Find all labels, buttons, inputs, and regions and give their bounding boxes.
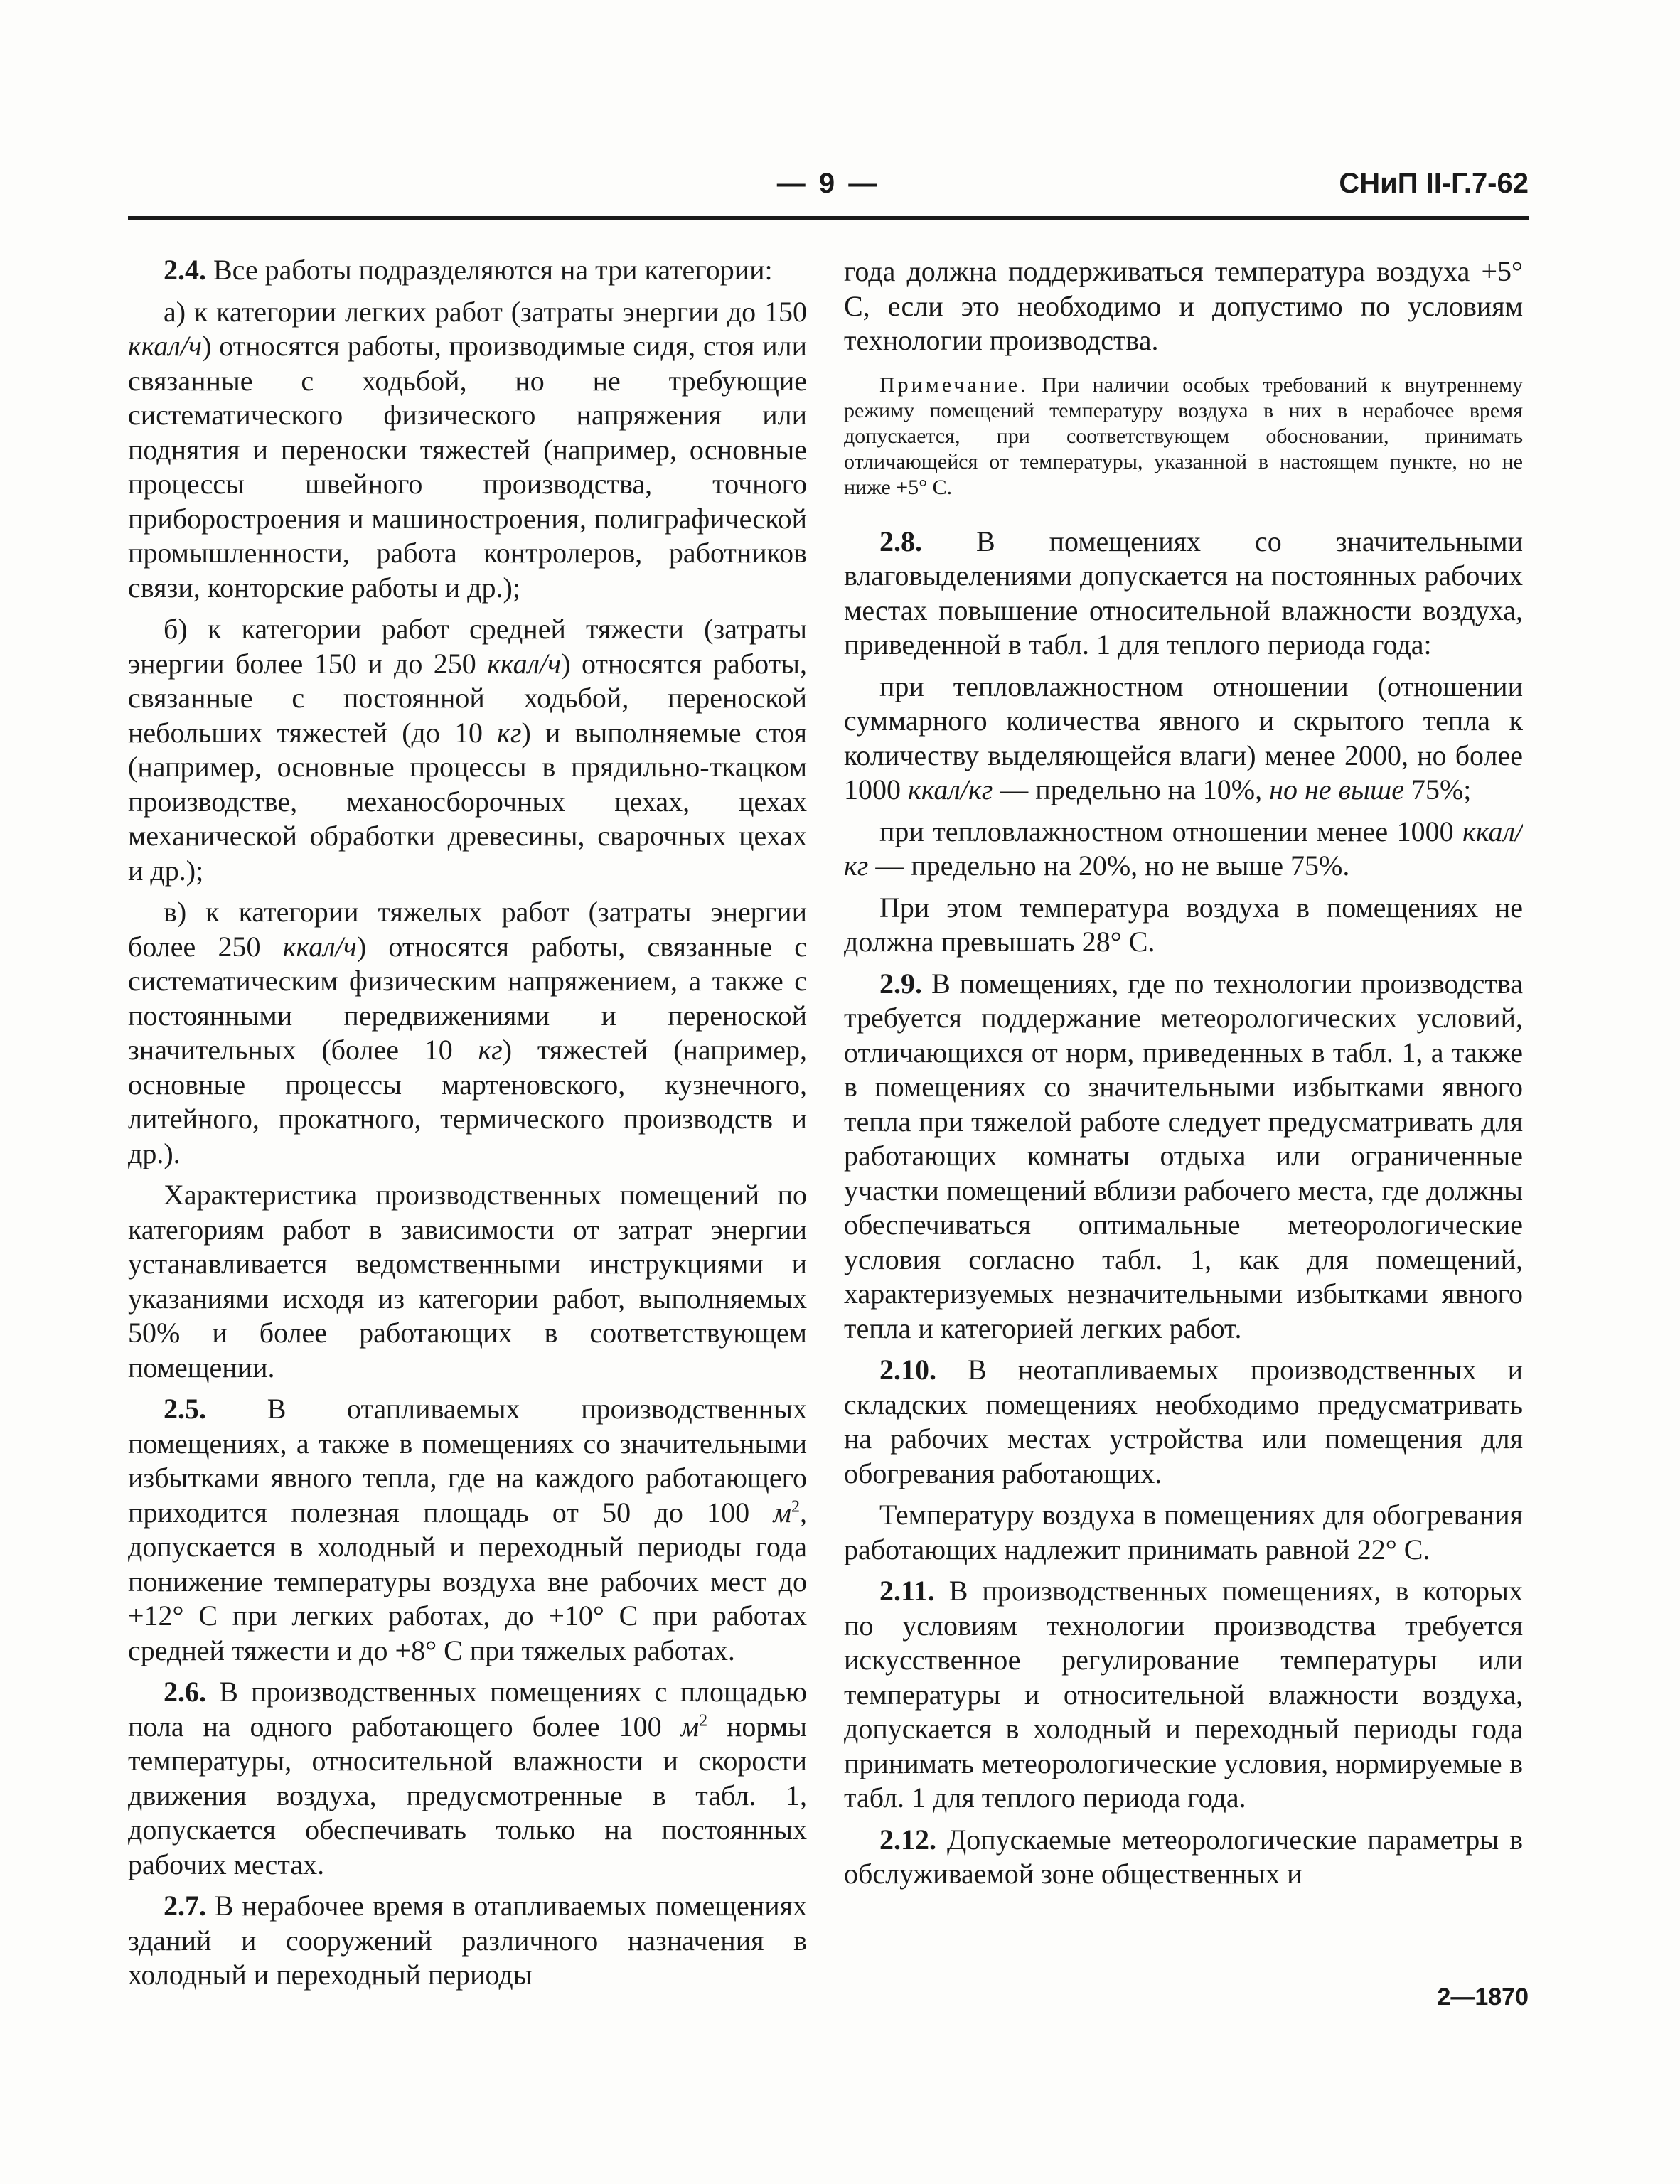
left-column <box>128 253 807 2016</box>
paragraph-2-12: 2.12. Допускаемые метеорологические параметры в обслуживаемой зоне общественных и <box>844 1823 1523 1890</box>
section-number: 2.12. <box>879 1823 936 1856</box>
paragraph-2-5: 2.5. В отапливаемых производственных помещениях, а также в помещениях со значительными избытками явного тепла, где на каждого работающего приходится полезная площадь от 50 до 100 $м^2$, допускается в холодный и переходный периоды года понижение температуры воздуха вне рабочих мест до +12° C при легких работах, до +10° C при работах средней тяжести и до +8° C при тяжелых работах. <box>128 1393 807 1666</box>
section-number: 2.4. <box>164 254 206 286</box>
paragraph-2-8-b: при тепловлажностном отношении менее 1000 ккал/кг — предельно на 20%, но не выше 75%. <box>844 815 1523 882</box>
note: Примечание. При наличии особых требований к внутреннему режиму помещений температуру воздуха в них в нерабочее время допускается, при соответствующем обосновании, принимать отличающейся от температуры, указанной в настоящем пункте, но не ниже +5° C. <box>844 373 1523 499</box>
paragraph-2-10: 2.10. В неотапливаемых производственных и складских помещениях необходимо предусматривать на рабочих местах устройства или помещения для обогревания работающих. <box>844 1354 1523 1489</box>
paragraph-2-6: 2.6. В производственных помещениях с площадью пола на одного работающего более 100 $м^2$ нормы температуры, относительной влажности и скорости движения воздуха, предусмотренные в табл. 1, допускается обеспечивать только на постоянных рабочих местах. <box>128 1676 807 1880</box>
section-number: 2.10. <box>879 1354 936 1386</box>
page-header <box>128 168 1529 212</box>
paragraph-2-7: 2.7. В нерабочее время в отапливаемых помещениях зданий и сооружений различного назначения в холодный и переходный периоды <box>128 1890 807 1991</box>
page-number: — 9 — <box>776 168 880 199</box>
paragraph-2-7-cont: года должна поддерживаться температура воздуха +5° C, если это необходимо и допустимо по условиям технологии производства. <box>844 255 1523 356</box>
right-column <box>844 255 1523 2018</box>
header-rule <box>128 216 1529 220</box>
paragraph-2-4: 2.4. Все работы подразделяются на три категории: <box>164 254 773 286</box>
section-number: 2.11. <box>879 1575 935 1607</box>
paragraph-2-11: 2.11. В производственных помещениях, в которых по условиям технологии производства требуется искусственное регулирование температуры или температуры и относительной влажности воздуха, допускается в холодный и переходный периоды года принимать метеорологические условия, нормируемые в табл. 1 для теплого периода года. <box>844 1575 1523 1814</box>
paragraph-2-4-a: а) к категории легких работ (затраты энергии до 150 ккал/ч) относятся работы, производимые сидя, стоя или связанные с ходьбой, но не требующие систематического физического напряжения или поднятия и переноски тяжестей (например, основные процессы швейного производства, точного приборостроения и машиностроения, полиграфической промышленности, работа контролеров, работников связи, конторские работы и др.); <box>128 295 807 604</box>
signature-mark: 2—1870 <box>1437 1984 1529 2011</box>
section-number: 2.5. <box>164 1393 206 1425</box>
paragraph-2-8-c: При этом температура воздуха в помещениях не должна превышать 28° C. <box>844 891 1523 958</box>
section-number: 2.9. <box>879 967 922 1000</box>
section-number: 2.8. <box>879 525 922 557</box>
paragraph-2-8-a: при тепловлажностном отношении (отношении суммарного количества явного и скрытого тепла к количеству выделяющейся влаги) менее 2000, но более 1000 ккал/кг — предельно на 10%, но не выше 75%; <box>844 670 1523 805</box>
paragraph-2-4-b: б) к категории работ средней тяжести (затраты энергии более 150 и до 250 ккал/ч) относятся работы, связанные с постоянной ходьбой, переноской небольших тяжестей (до 10 кг) и выполняемые стоя (например, основные процессы в прядильно-ткацком производстве, механосборочных цехах, цехах механической обработки древесины, сварочных цехах и др.); <box>128 613 807 887</box>
note-label: Примечание. <box>879 373 1029 397</box>
paragraph-2-8: 2.8. В помещениях со значительными влаговыделениями допускается на постоянных рабочих местах повышение относительной влажности воздуха, приведенной в табл. 1 для теплого периода года: <box>844 525 1523 660</box>
paragraph-2-10-b: Температуру воздуха в помещениях для обогревания работающих надлежит принимать равной 22° C. <box>844 1499 1523 1565</box>
paragraph-2-9: 2.9. В помещениях, где по технологии производства требуется поддержание метеорологических условий, отличающихся от норм, приведенных в табл. 1, а также в помещениях со значительными избытками явного тепла при тяжелой работе следует предусматривать для работающих комнаты отдыха или ограниченные участки помещений вблизи рабочего места, где должны обеспечиваться оптимальные метеорологические условия согласно табл. 1, как для помещений, характеризуемых незначительными избытками явного тепла и категорией легких работ. <box>844 967 1523 1344</box>
section-number: 2.7. <box>164 1890 206 1922</box>
section-number: 2.6. <box>164 1676 206 1708</box>
paragraph-2-4-c: в) к категории тяжелых работ (затраты энергии более 250 ккал/ч) относятся работы, связанные с систематическим физическим напряжением, а также с постоянными передвижениями и переноской значительных (более 10 кг) тяжестей (например, основные процессы мартеновского, кузнечного, литейного, прокатного, термического производств и др.). <box>128 896 807 1169</box>
paragraph-2-4-d: Характеристика производственных помещений по категориям работ в зависимости от затрат энергии устанавливается ведомственными инструкциями и указаниями исходя из категории работ, выполняемых 50% и более работающих в соответствующем помещении. <box>128 1179 807 1383</box>
document-code: СНиП II-Г.7-62 <box>1339 168 1529 199</box>
